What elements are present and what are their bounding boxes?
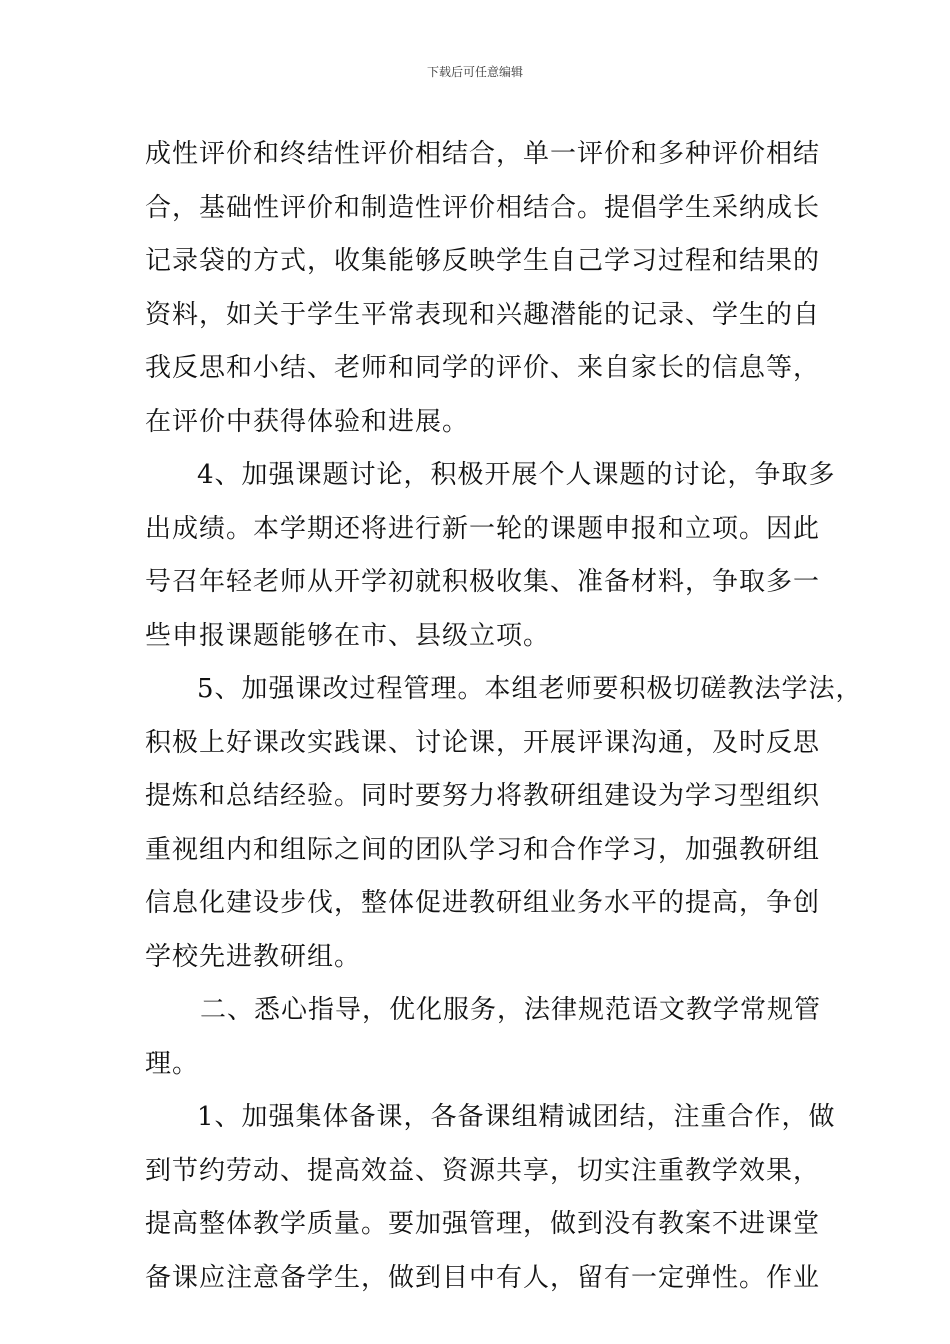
text-line: 出成绩。本学期还将进行新一轮的课题申报和立项。因此	[145, 513, 821, 544]
text-line: 重视组内和组际之间的团队学习和合作学习，加强教研组	[145, 834, 821, 865]
text-line: 到节约劳动、提高效益、资源共享，切实注重教学效果，	[145, 1155, 821, 1186]
text-line: 号召年轻老师从开学初就积极收集、准备材料，争取多一	[145, 567, 821, 597]
text-line: 我反思和小结、老师和同学的评价、来自家长的信息等，	[145, 353, 821, 383]
text-line: 提炼和总结经验。同时要努力将教研组建设为学习型组织	[145, 781, 821, 811]
text-line: 备课应注意备学生，做到目中有人，留有一定弹性。作业	[145, 1262, 821, 1293]
paragraph-start-line: 5、加强课改过程管理。本组老师要积极切磋教法学法，	[197, 674, 863, 704]
paragraph-start-line: 1、加强集体备课，各备课组精诚团结，注重合作，做	[197, 1102, 836, 1132]
text-line: 提高整体教学质量。要加强管理，做到没有教案不进课堂	[145, 1209, 821, 1239]
text-line: 在评价中获得体验和进展。	[145, 406, 470, 437]
text-line: 资料，如关于学生平常表现和兴趣潜能的记录、学生的自	[145, 299, 821, 330]
text-line: 积极上好课改实践课、讨论课，开展评课沟通，及时反思	[145, 727, 821, 758]
text-line: 理。	[145, 1048, 200, 1079]
text-line: 学校先进教研组。	[145, 941, 362, 972]
text-line: 记录袋的方式，收集能够反映学生自己学习过程和结果的	[145, 246, 821, 276]
text-line: 些申报课题能够在市、县级立项。	[145, 620, 551, 651]
text-line: 成性评价和终结性评价相结合，单一评价和多种评价相结	[145, 139, 821, 169]
document-body	[145, 128, 863, 1305]
page-header: 下载后可任意编辑	[426, 65, 523, 79]
section-heading-line: 二、悉心指导，优化服务，法律规范语文教学常规管	[200, 995, 822, 1025]
text-line: 信息化建设步伐，整体促进教研组业务水平的提高，争创	[145, 888, 821, 918]
text-line: 合，基础性评价和制造性评价相结合。提倡学生采纳成长	[145, 192, 821, 223]
paragraph-start-line: 4、加强课题讨论，积极开展个人课题的讨论，争取多	[197, 460, 836, 490]
